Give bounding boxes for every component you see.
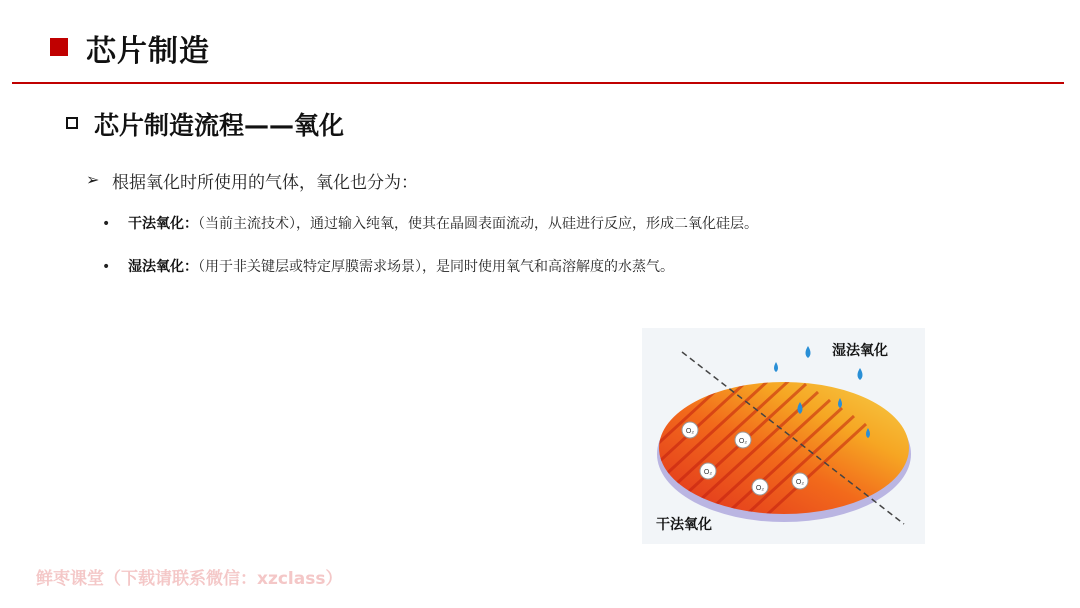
section-heading: 芯片制造流程——氧化 xyxy=(94,111,345,140)
watermark: 鲜枣课堂（下载请联系微信：xzclass） xyxy=(36,569,343,589)
section-bullet-icon xyxy=(66,117,78,129)
svg-text:O₂: O₂ xyxy=(738,438,748,445)
bullet-term: 湿法氧化： xyxy=(128,259,198,275)
bullet-term: 干法氧化： xyxy=(128,216,198,232)
bullet-dot-icon: • xyxy=(102,216,111,232)
bullet-dry-oxidation xyxy=(102,213,758,233)
title-divider xyxy=(12,82,1064,84)
svg-text:O₂: O₂ xyxy=(703,469,713,476)
arrow-bullet-icon: ➢ xyxy=(86,170,100,189)
svg-text:O₂: O₂ xyxy=(755,485,765,492)
slide-title: 芯片制造 xyxy=(86,34,210,69)
wet-oxidation-label: 湿法氧化 xyxy=(832,343,888,359)
title-marker xyxy=(50,38,68,56)
svg-text:O₂: O₂ xyxy=(795,479,805,486)
bullet-text: （当前主流技术），通过输入纯氧，使其在晶圆表面流动，从硅进行反应，形成二氧化硅层。 xyxy=(198,216,758,232)
bullet-text: （用于非关键层或特定厚膜需求场景），是同时使用氧气和高溶解度的水蒸气。 xyxy=(198,259,674,275)
svg-text:O₂: O₂ xyxy=(685,428,695,435)
bullet-dot-icon: • xyxy=(102,259,111,275)
bullet-wet-oxidation xyxy=(102,256,674,276)
wafer-illustration xyxy=(642,328,925,544)
intro-text: 根据氧化时所使用的气体，氧化也分为： xyxy=(112,173,418,193)
dry-oxidation-label: 干法氧化 xyxy=(656,517,712,533)
oxidation-wafer-figure xyxy=(642,328,925,544)
